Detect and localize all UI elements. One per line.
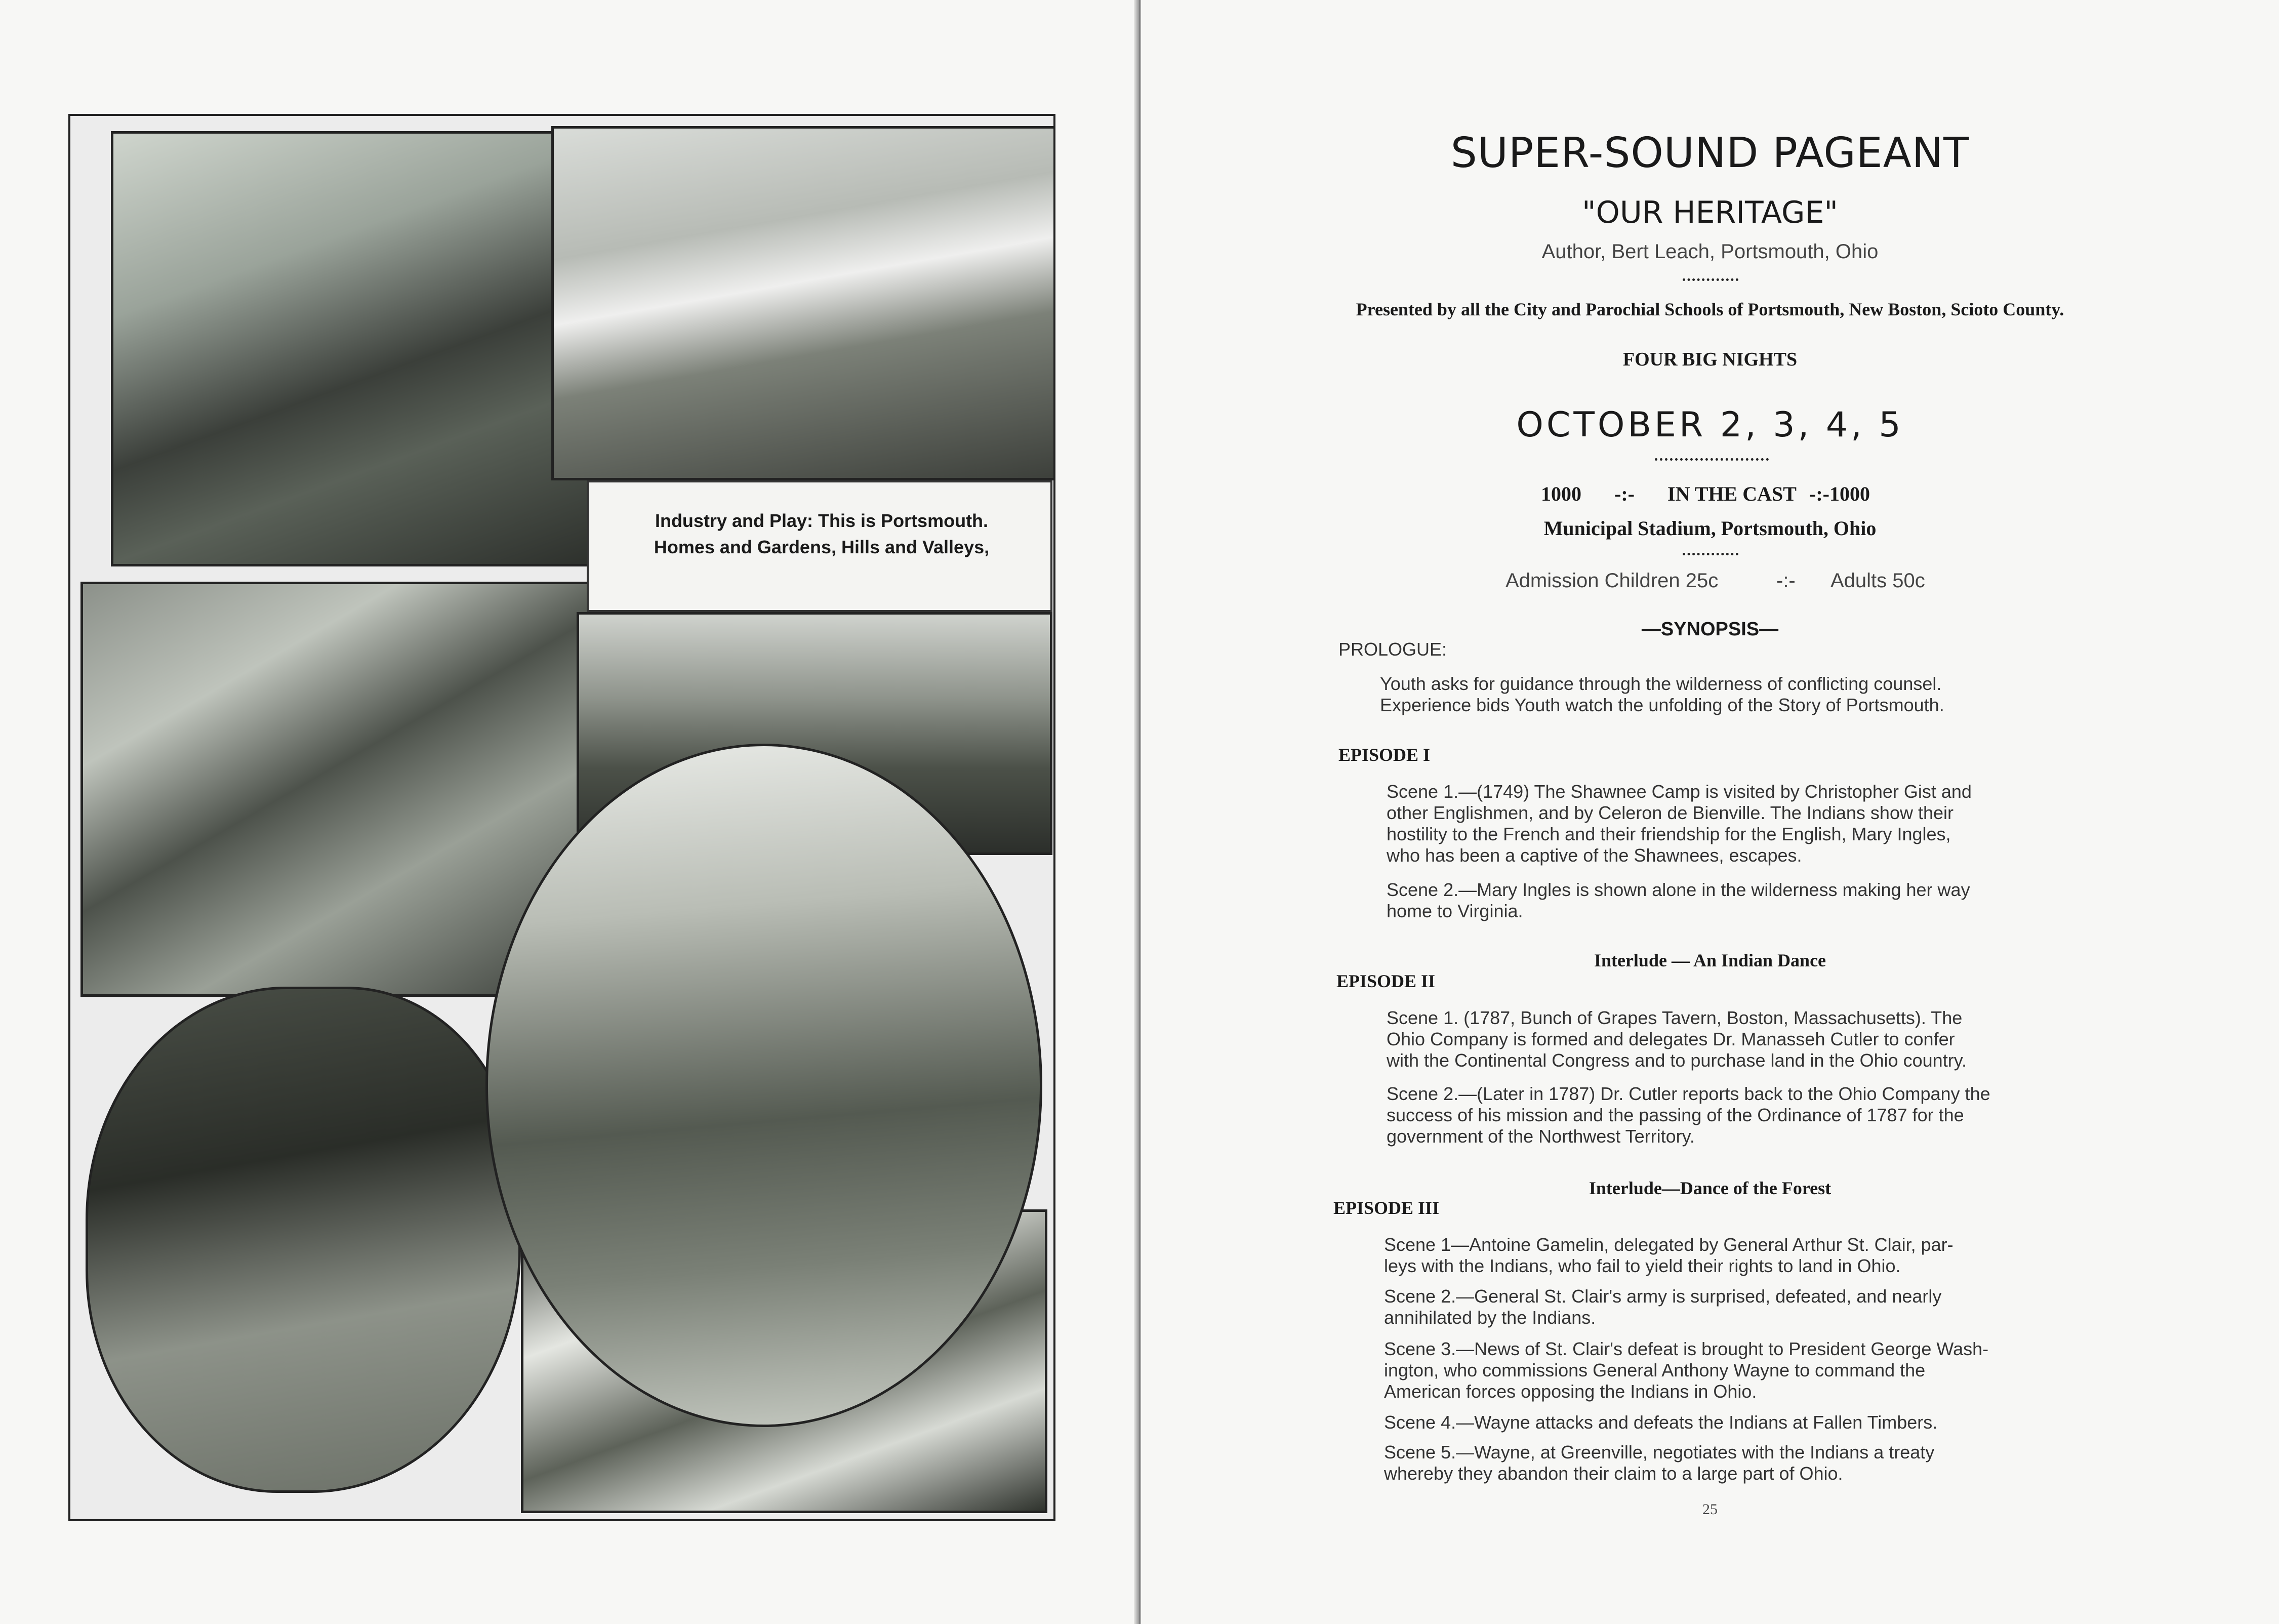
page-number: 25: [1702, 1501, 1718, 1518]
venue-line: Municipal Stadium, Portsmouth, Ohio: [1543, 517, 1877, 540]
scene-line: who has been a captive of the Shawnees, escapes.: [1387, 845, 1802, 866]
admission-separator: -:-: [1776, 570, 1796, 592]
scene-line: success of his mission and the passing of the Ordinance of 1787 for the: [1387, 1105, 1964, 1125]
caption-line-2: Homes and Gardens, Hills and Valleys,: [654, 537, 990, 557]
prologue-line: Experience bids Youth watch the unfolding of the Story of Portsmouth.: [1380, 695, 1944, 715]
presented-by-line: Presented by all the City and Parochial Schools of Portsmouth, New Boston, Scioto County.: [1356, 299, 2064, 319]
scene-line: Scene 2.—(Later in 1787) Dr. Cutler reports back to the Ohio Company the: [1387, 1083, 1990, 1104]
photo-brick-house: [111, 131, 617, 566]
scene-line: Ohio Company is formed and delegates Dr. Manasseh Cutler to confer: [1387, 1029, 1955, 1049]
episode-3-label: EPISODE III: [1333, 1198, 1440, 1218]
episode-3-scene-5: [1384, 1442, 2126, 1484]
author-line: Author, Bert Leach, Portsmouth, Ohio: [1541, 240, 1879, 263]
event-dates: OCTOBER 2, 3, 4, 5: [1516, 405, 1904, 445]
cast-count-left: 1000: [1541, 482, 1581, 505]
scene-line: American forces opposing the Indians in Ohio.: [1384, 1381, 1757, 1402]
scene-line: hostility to the French and their friendship for the English, Mary Ingles,: [1387, 824, 1951, 844]
collage-caption-box: [587, 480, 1052, 612]
episode-3-scene-4: [1384, 1412, 2126, 1433]
admission-children: Admission Children 25c: [1505, 570, 1719, 592]
four-big-nights: FOUR BIG NIGHTS: [1622, 349, 1798, 370]
prologue-label: PROLOGUE:: [1338, 639, 1447, 660]
photo-collage: [68, 114, 1055, 1521]
scene-line: leys with the Indians, who fail to yield their rights to land in Ohio.: [1384, 1255, 1901, 1276]
episode-3-scene-2: [1384, 1286, 2126, 1328]
left-page: [0, 0, 1138, 1624]
scene-line: ington, who commissions General Anthony Wayne to command the: [1384, 1360, 1926, 1381]
interlude-2: Interlude—Dance of the Forest: [1589, 1178, 1832, 1198]
divider-dots: [1683, 553, 1738, 555]
scene-line: Scene 3.—News of St. Clair's defeat is brought to President George Wash-: [1384, 1338, 1989, 1359]
scene-line: Scene 5.—Wayne, at Greenville, negotiates with the Indians a treaty: [1384, 1442, 1935, 1463]
scene-line: Scene 1. (1787, Bunch of Grapes Tavern, Boston, Massachusetts). The: [1387, 1007, 1963, 1028]
scene-line: other Englishmen, and by Celeron de Bienville. The Indians show their: [1387, 802, 1954, 823]
episode-2-label: EPISODE II: [1336, 971, 1436, 991]
episode-1-scene-2: [1387, 879, 2126, 922]
photo-tudor-house: [551, 126, 1055, 480]
scene-line: with the Continental Congress and to purchase land in the Ohio country.: [1387, 1050, 1967, 1071]
interlude-1: Interlude — An Indian Dance: [1594, 950, 1826, 970]
scene-line: Scene 1—Antoine Gamelin, delegated by General Arthur St. Clair, par-: [1384, 1234, 1954, 1255]
photo-forest-road: [485, 744, 1042, 1427]
episode-2-scene-2: [1387, 1083, 2126, 1147]
pageant-title: SUPER-SOUND PAGEANT: [1450, 129, 1970, 177]
cast-label: IN THE CAST: [1667, 482, 1797, 505]
cast-separator: -:-: [1614, 482, 1635, 505]
episode-1-scene-1: [1387, 781, 2126, 866]
episode-3-scene-1: [1384, 1234, 2126, 1277]
scene-line: government of the Northwest Territory.: [1387, 1126, 1695, 1147]
episode-3-scene-3: [1384, 1338, 2126, 1402]
scene-line: Scene 2.—General St. Clair's army is surprised, defeated, and nearly: [1384, 1286, 1942, 1307]
admission-adults: Adults 50c: [1830, 570, 1925, 592]
scene-line: whereby they abandon their claim to a large part of Ohio.: [1384, 1463, 1843, 1484]
collage-caption: [589, 508, 1054, 560]
divider-dots: [1683, 278, 1738, 281]
prologue-line: Youth asks for guidance through the wilderness of conflicting counsel.: [1380, 673, 1942, 694]
divider-dots: [1655, 458, 1769, 461]
scene-line: Scene 4.—Wayne attacks and defeats the Indians at Fallen Timbers.: [1384, 1412, 1938, 1433]
caption-line-1: Industry and Play: This is Portsmouth.: [655, 510, 989, 531]
photo-tree-lined-street: [86, 987, 521, 1493]
pageant-subtitle: "OUR HERITAGE": [1582, 195, 1838, 230]
synopsis-heading: —SYNOPSIS—: [1641, 619, 1779, 640]
cast-count-right: -:-1000: [1809, 482, 1870, 505]
episode-1-label: EPISODE I: [1338, 745, 1431, 765]
scene-line: Scene 2.—Mary Ingles is shown alone in the wilderness making her way: [1387, 879, 1970, 900]
right-page: [1141, 0, 2279, 1624]
scene-line: annihilated by the Indians.: [1384, 1307, 1596, 1328]
scene-line: Scene 1.—(1749) The Shawnee Camp is visited by Christopher Gist and: [1387, 781, 1972, 802]
episode-2-scene-1: [1387, 1007, 2126, 1071]
scene-line: home to Virginia.: [1387, 901, 1523, 921]
prologue-text: [1380, 673, 2124, 716]
